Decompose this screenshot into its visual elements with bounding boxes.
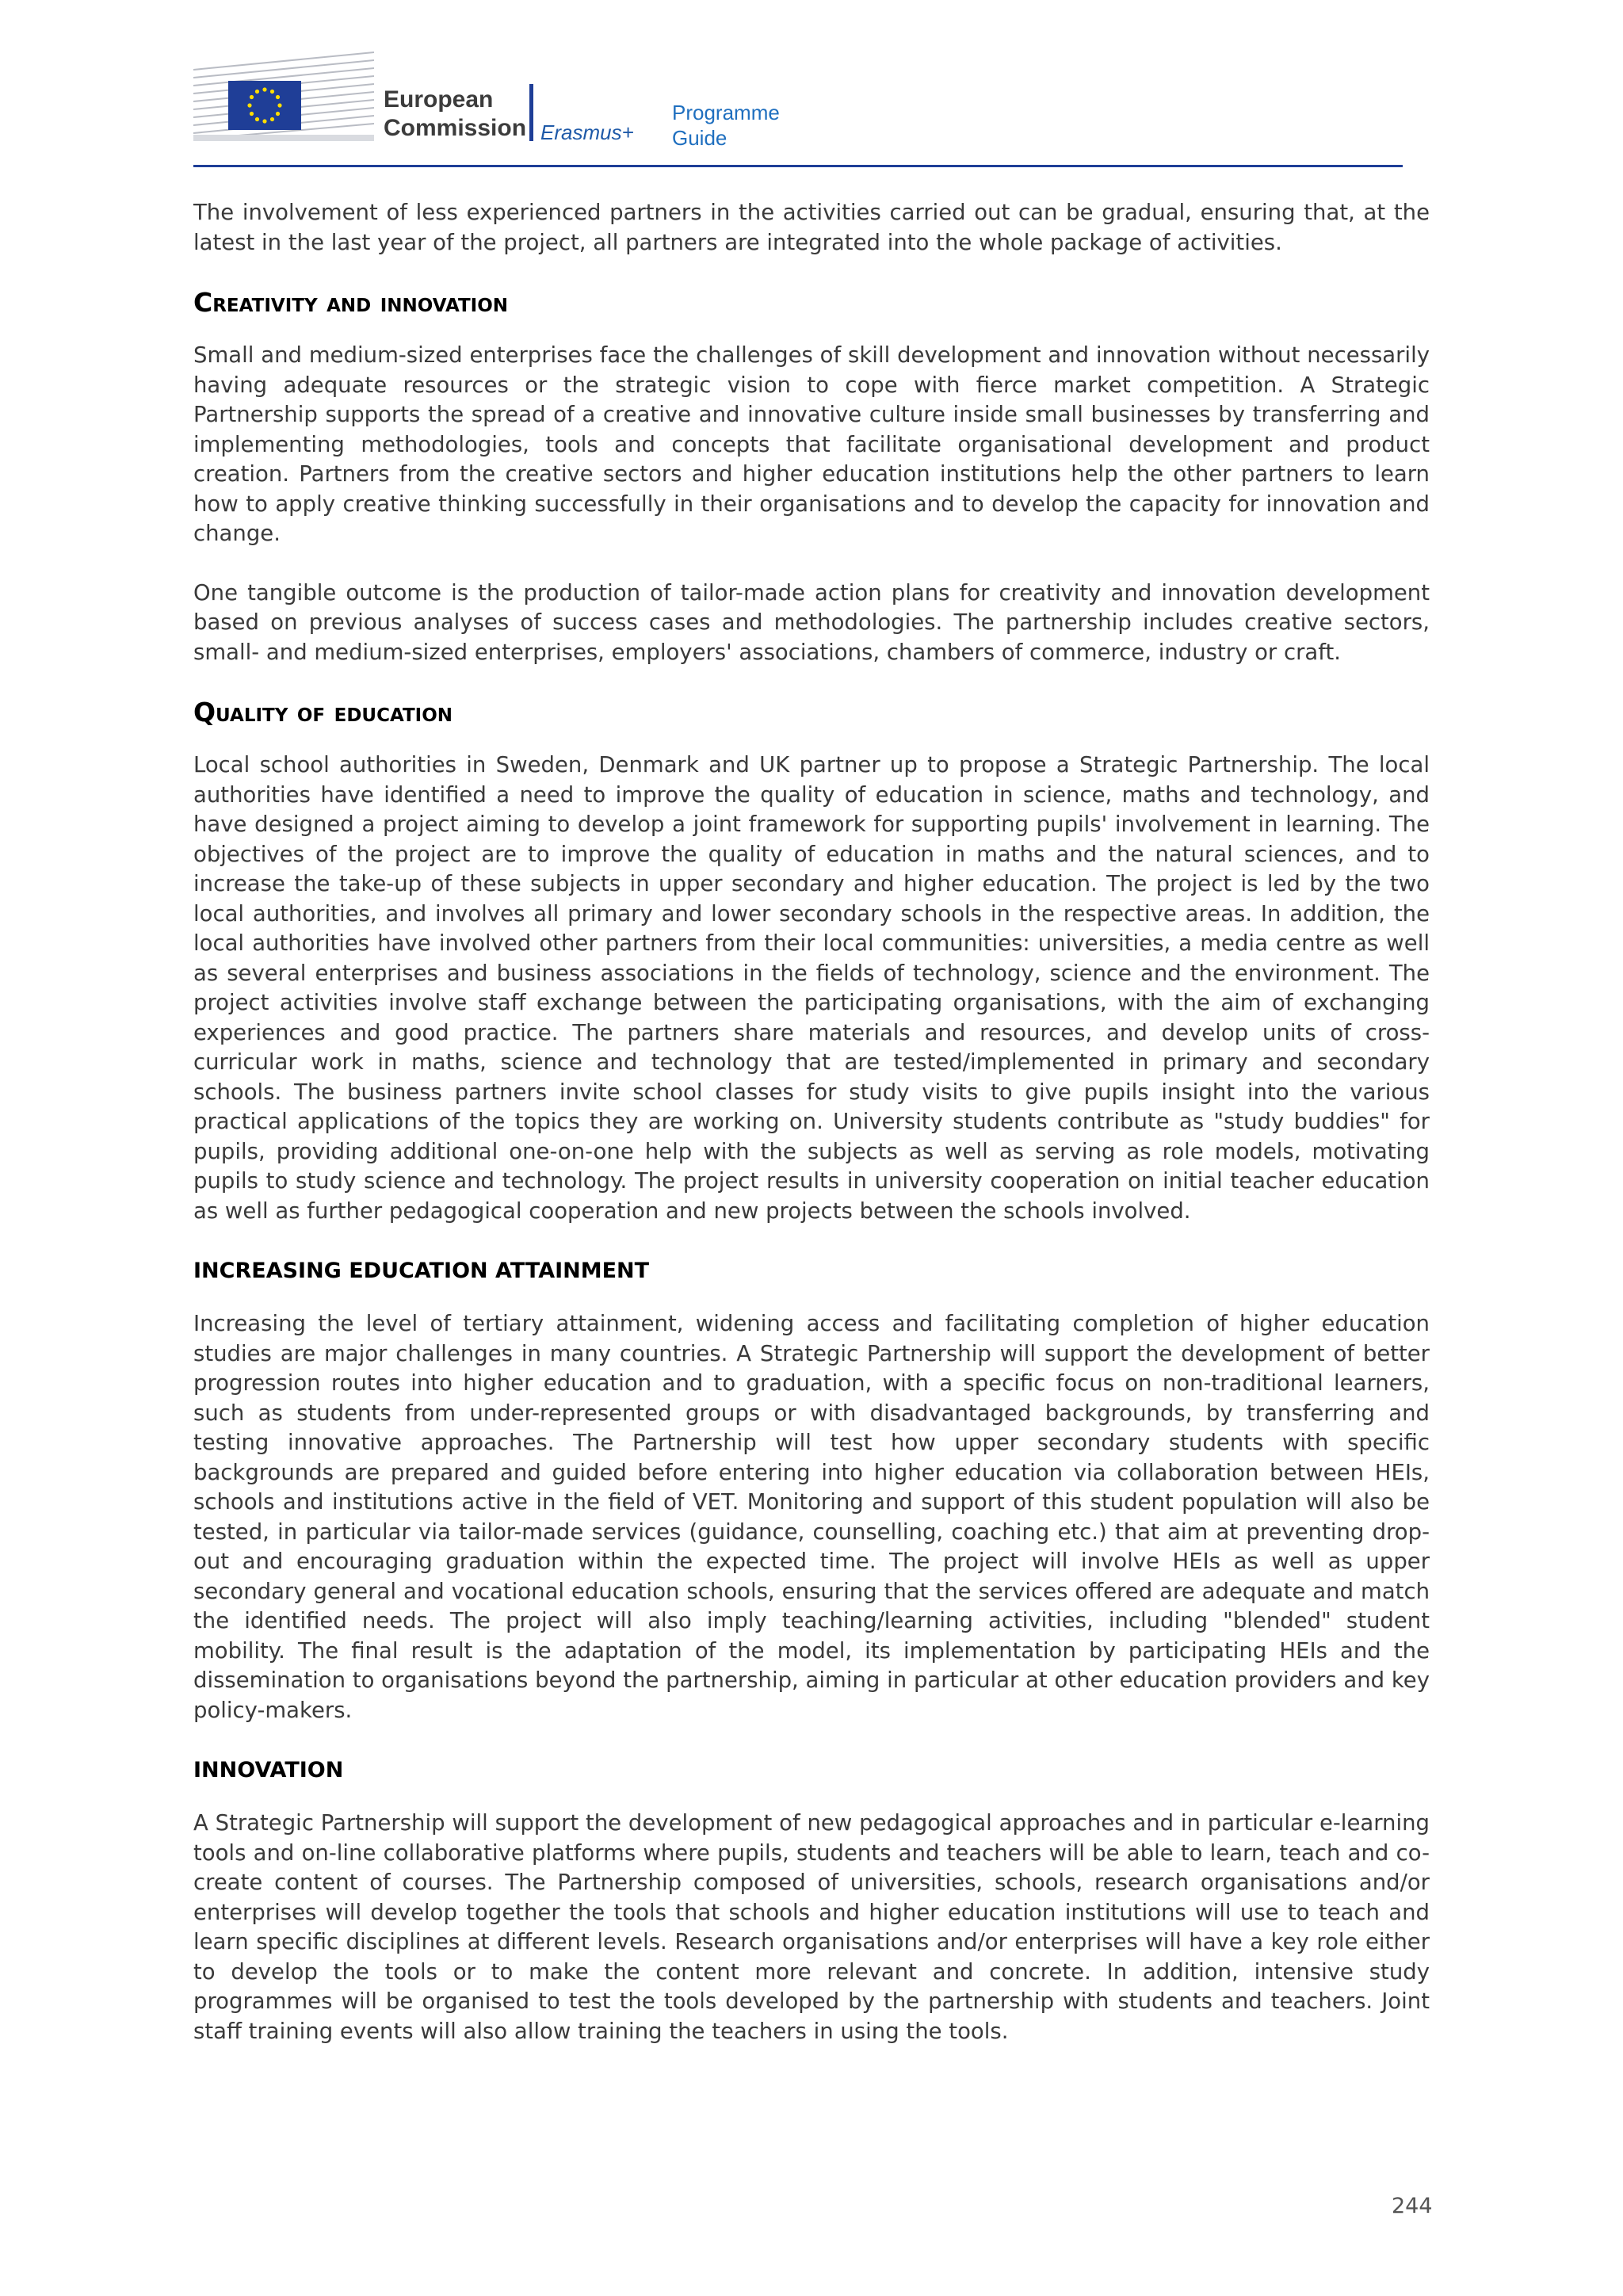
section-paragraph: Increasing the level of tertiary attainment, widening access and facilitating completion of higher education studies are major challenges in many countries. A Strategic Partnership will support the development of better progression routes into higher education and to graduation, with a specific focus on non-traditional learners, such as students from under-represented groups or with disadvantaged backgrounds, by transferring and testing innovative approaches. The Partnership will test how upper secondary students with specific backgrounds are prepared and guided before entering into higher education via collaboration between HEIs, schools and institutions active in the field of VET. Monitoring and support of this student population will also be tested, in particular via tailor-made services (guidance, counselling, coaching etc.) that aim at preventing drop-out and encouraging graduation within the expected time. The project will involve HEIs as well as upper secondary general and vocational education schools, ensuring that the services offered are adequate and match the identified needs. The project will also imply teaching/learning activities, including "blended" student mobility. The final result is the adaptation of the model, its implementation by participating HEIs and the dissemination to organisations beyond the partnership, aiming in particular at other education providers and key policy-makers. [193,1311,1430,1723]
wordmark-line-1: European [384,86,494,113]
intro-paragraph: The involvement of less experienced partners in the activities carried out can be gradual, ensuring that, at the latest in the last year of the project, all partners are integrated into the whole package of activities. [193,200,1430,255]
section-paragraph: Small and medium-sized enterprises face the challenges of skill development and innovation without necessarily having adequate resources or the strategic vision to cope with fierce market competition. A Strategic Partnership supports the spread of a creative and innovative culture inside small businesses by transferring and implementing methodologies, tools and concepts that facilitate organisational development and product creation. Partners from the creative sectors and higher education institutions help the other partners to learn how to apply creative thinking successfully in their organisations and to develop the capacity for innovation and change. [193,342,1430,546]
page-header [193,46,1406,166]
section-heading-attainment: INCREASING EDUCATION ATTAINMENT [193,1259,650,1283]
guide-line-2: Guide [672,126,727,150]
section-paragraph: Local school authorities in Sweden, Denmark and UK partner up to propose a Strategic Partnership. The local authorities have identified a need to improve the quality of education in science, maths and technology, and have designed a project aiming to develop a joint framework for supporting pupils' involvement in learning. The objectives of the project are to improve the quality of education in maths and the natural sciences, and to increase the take-up of these subjects in upper secondary and higher education. The project is led by the two local authorities, and involves all primary and lower secondary schools in the respective areas. In addition, the local authorities have involved other partners from their local communities: universities, a media centre as well as several enterprises and business associations in the fields of technology, science and the environment. The project activities involve staff exchange between the participating organisations, with the aim of exchanging experiences and good practice. The partners share materials and resources, and develop units of cross-curricular work in maths, science and technology that are tested/implemented in primary and secondary schools. The business partners invite school classes for study visits to give pupils insight into the various practical applications of the topics they are working on. University students contribute as "study buddies" for pupils, providing additional one-on-one help with the subjects as well as serving as role models, motivating pupils to study science and technology. The project results in university cooperation on initial teacher education as well as further pedagogical cooperation and new projects between the schools involved. [193,752,1430,1224]
section-heading-creativity: Creativity and innovation [193,287,509,318]
section-paragraph: A Strategic Partnership will support the development of new pedagogical approaches and in particular e-learning tools and on-line collaborative platforms where pupils, students and teachers will be able to learn, teach and co-create content of courses. The Partnership composed of universities, schools, research organisations and/or enterprises will develop together the tools that schools and higher education institutions will use to teach and learn specific disciplines at different levels. Research organisations and/or enterprises will have a key role either to develop the tools or to make the content more relevant and concrete. In addition, intensive study programmes will be organised to test the tools developed by the partnership with students and teachers. Joint staff training events will also allow training the teachers in using the tools. [193,1810,1430,2044]
guide-line-1: Programme [672,101,780,124]
section-heading-innovation: INNOVATION [193,1758,344,1782]
section-heading-quality: Quality of education [193,697,453,728]
eu-flag-icon [228,81,301,130]
logo-divider [529,84,533,141]
page-number: 244 [1392,2194,1433,2218]
header-rule [193,165,1403,167]
programme-guide-label [672,100,780,151]
erasmus-wordmark: Erasmus+ [540,120,634,144]
page-content [193,198,1430,2046]
wordmark-line-2: Commission [384,115,527,141]
section-paragraph: One tangible outcome is the production of tailor-made action plans for creativity and innovation development based on previous analyses of success cases and methodologies. The partnership includes creative sectors, small- and medium-sized enterprises, employers' associations, chambers of commerce, industry or craft. [193,579,1430,665]
commission-wordmark [384,86,526,143]
